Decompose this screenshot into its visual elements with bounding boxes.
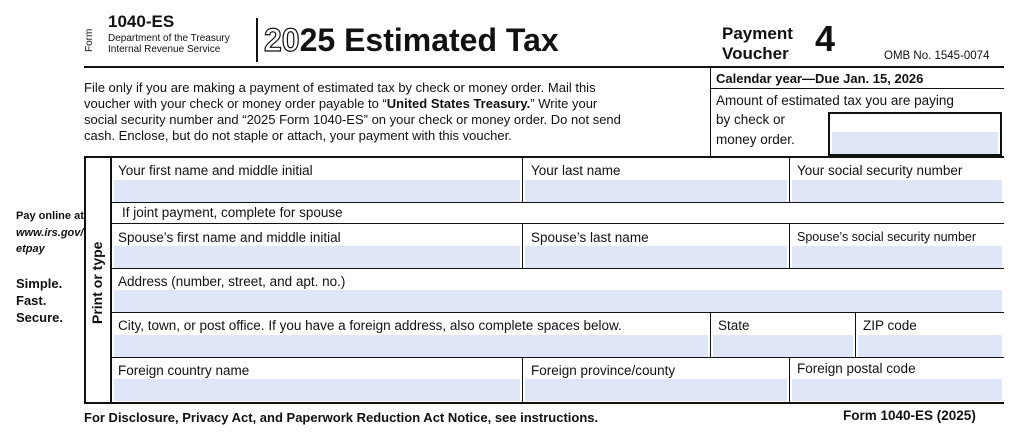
- row3-bottom-rule: [110, 312, 1004, 313]
- omb-number: OMB No. 1545-0074: [884, 50, 990, 62]
- foreign-country-input[interactable]: [114, 379, 520, 401]
- amount-box-left-rule: [710, 68, 711, 156]
- instruction-line-2: [84, 96, 597, 111]
- first-name-label: Your first name and middle initial: [118, 163, 313, 178]
- fast-text: Fast.: [16, 293, 47, 308]
- row1-bottom-rule: [110, 202, 1004, 203]
- spouse-last-name-input[interactable]: [525, 246, 787, 268]
- calendar-rule: [710, 88, 1004, 89]
- payee-name: United States Treasury.: [386, 96, 531, 111]
- secure-text: Secure.: [16, 310, 63, 325]
- calendar-due: Calendar year—Due Jan. 15, 2026: [716, 71, 924, 86]
- city-label: City, town, or post office. If you have a foreign address, also complete spaces below.: [118, 318, 622, 333]
- voucher-label-1: Payment: [722, 24, 793, 43]
- form-number: 1040-ES: [108, 12, 175, 31]
- instruction-line-3: social security number and “2025 Form 1040-ES” on your check or money order. Do not send: [84, 112, 621, 127]
- amount-input[interactable]: [832, 132, 998, 154]
- spouse-first-name-label: Spouse’s first name and middle initial: [118, 230, 341, 245]
- row5-divider-2: [789, 357, 790, 403]
- voucher-label-2: Voucher: [722, 44, 789, 63]
- row2-divider-1: [522, 223, 523, 269]
- zip-label: ZIP code: [863, 318, 917, 333]
- title-text: Estimated Tax: [344, 22, 559, 58]
- row2-divider-2: [789, 223, 790, 269]
- instruction-line-1: File only if you are making a payment of estimated tax by check or money order. Mail this: [84, 80, 596, 95]
- pay-online-text: Pay online at: [16, 210, 84, 222]
- ssn-label: Your social security number: [797, 163, 963, 178]
- simple-text: Simple.: [16, 276, 63, 291]
- last-name-label: Your last name: [531, 163, 621, 178]
- zip-input[interactable]: [858, 335, 1002, 357]
- header-divider-1: [256, 18, 258, 62]
- amount-label-2: by check or: [716, 112, 786, 127]
- header-rule: [84, 66, 1004, 68]
- state-label: State: [718, 318, 750, 333]
- row4-divider-1: [710, 312, 711, 358]
- amount-label-1: Amount of estimated tax you are paying: [716, 93, 954, 108]
- spouse-first-name-input[interactable]: [114, 246, 520, 268]
- joint-note-rule: [110, 223, 1004, 224]
- row2-bottom-rule: [110, 268, 1004, 269]
- row5-divider-1: [522, 357, 523, 403]
- irs-url-2[interactable]: etpay: [16, 243, 45, 255]
- instruction-line-4: cash. Enclose, but do not staple or attach, your payment with this voucher.: [84, 128, 512, 143]
- irs-url-1[interactable]: www.irs.gov/: [16, 227, 84, 239]
- year-outline: 20: [264, 22, 300, 58]
- form-id-footer: Form 1040-ES (2025): [843, 408, 976, 423]
- joint-payment-note: If joint payment, complete for spouse: [122, 205, 343, 220]
- disclosure-notice: For Disclosure, Privacy Act, and Paperwork Reduction Act Notice, see instructions.: [84, 410, 599, 425]
- foreign-province-label: Foreign province/county: [531, 363, 676, 378]
- address-input[interactable]: [114, 290, 1002, 312]
- irs-text: Internal Revenue Service: [108, 44, 221, 55]
- foreign-province-input[interactable]: [525, 379, 787, 401]
- grid-top-rule: [84, 156, 1004, 158]
- last-name-input[interactable]: [525, 180, 787, 202]
- spouse-ssn-label: Spouse’s social security number: [797, 230, 977, 244]
- form-small-text: Form: [84, 28, 95, 52]
- foreign-postal-label: Foreign postal code: [797, 361, 916, 376]
- state-input[interactable]: [713, 335, 853, 357]
- row4-divider-2: [855, 312, 856, 358]
- address-label: Address (number, street, and apt. no.): [118, 274, 346, 289]
- instruction-line-2-post: ” Write your: [530, 96, 598, 111]
- form-title: [264, 22, 559, 59]
- spouse-last-name-label: Spouse’s last name: [531, 230, 649, 245]
- foreign-postal-input[interactable]: [792, 379, 1002, 401]
- row1-divider-1: [522, 156, 523, 203]
- amount-label-3: money order.: [716, 132, 795, 147]
- print-col-left-rule: [84, 156, 86, 403]
- voucher-number: 4: [815, 18, 836, 59]
- spouse-ssn-input[interactable]: [792, 246, 1002, 268]
- year-bold: 25: [299, 22, 336, 58]
- department-text: Department of the Treasury: [108, 33, 230, 44]
- grid-bottom-rule: [84, 402, 1004, 404]
- form-label-vertical: [84, 12, 95, 52]
- foreign-country-label: Foreign country name: [118, 363, 250, 378]
- row4-bottom-rule: [110, 357, 1004, 358]
- row1-divider-2: [789, 156, 790, 203]
- city-input[interactable]: [114, 335, 708, 357]
- instruction-line-2-pre: voucher with your check or money order payable to “: [84, 96, 387, 111]
- print-or-type-label: Print or type: [89, 241, 105, 324]
- first-name-input[interactable]: [114, 180, 520, 202]
- ssn-input[interactable]: [792, 180, 1002, 202]
- print-col-right-rule: [110, 156, 112, 403]
